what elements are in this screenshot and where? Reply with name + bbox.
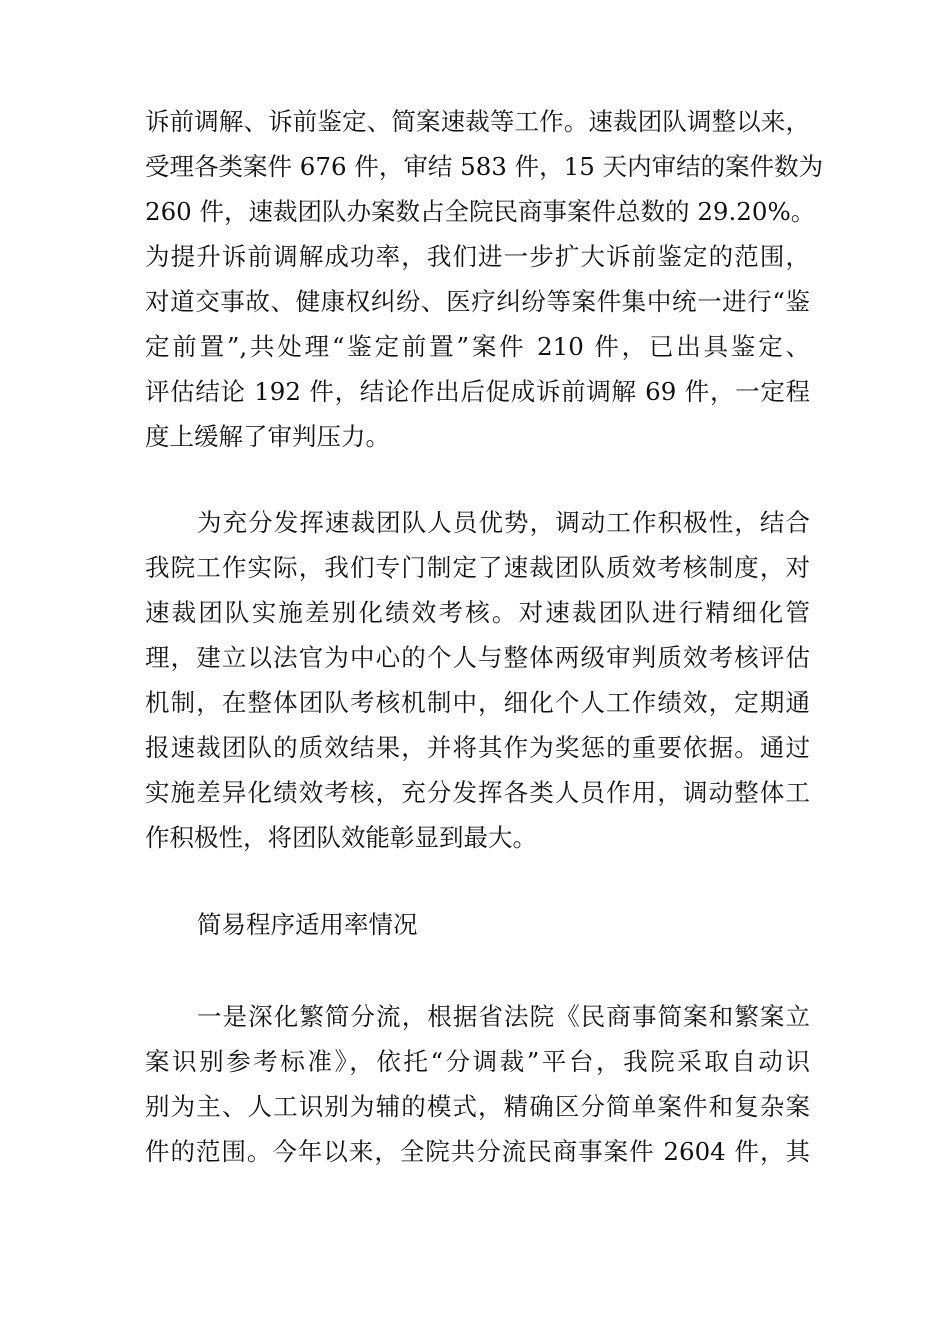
text-line: 为充分发挥速裁团队人员优势，调动工作积极性，结合: [197, 508, 810, 537]
text-line: 我院工作实际，我们专门制定了速裁团队质效考核制度，对: [145, 553, 810, 582]
text-line: 理，建立以法官为中心的个人与整体两级审判质效考核评估: [145, 643, 810, 672]
text-line: 受理各类案件 676 件，审结 583 件，15 天内审结的案件数为: [145, 152, 824, 181]
text-line: 对道交事故、健康权纠纷、医疗纠纷等案件集中统一进行“鉴: [145, 287, 810, 316]
text-line: 速裁团队实施差别化绩效考核。对速裁团队进行精细化管: [145, 598, 810, 627]
paragraph-speedy-trial-results: [145, 99, 824, 459]
paragraph-case-diversion: [145, 994, 810, 1174]
section-heading: 简易程序适用率情况: [197, 910, 418, 939]
text-line: 260 件，速裁团队办案数占全院民商事案件总数的 29.20%。: [145, 197, 816, 226]
text-line: 定前置”,共处理“鉴定前置”案件 210 件，已出具鉴定、: [145, 332, 810, 361]
text-line: 别为主、人工识别为辅的模式，精确区分简单案件和复杂案: [145, 1092, 810, 1121]
text-line: 报速裁团队的质效结果，并将其作为奖惩的重要依据。通过: [145, 733, 810, 762]
text-line: 作积极性，将团队效能彰显到最大。: [145, 823, 537, 852]
text-line: 为提升诉前调解成功率，我们进一步扩大诉前鉴定的范围，: [145, 242, 810, 271]
text-line: 实施差异化绩效考核，充分发挥各类人员作用，调动整体工: [145, 778, 810, 807]
text-line: 案识别参考标准》，依托“分调裁”平台，我院采取自动识: [145, 1047, 810, 1076]
text-line: 评估结论 192 件，结论作出后促成诉前调解 69 件，一定程: [145, 377, 810, 406]
text-line: 诉前调解、诉前鉴定、简案速裁等工作。速裁团队调整以来，: [145, 107, 810, 136]
text-line: 件的范围。今年以来，全院共分流民商事案件 2604 件，其: [145, 1137, 810, 1166]
text-line: 度上缓解了审判压力。: [145, 422, 390, 451]
text-line: 机制，在整体团队考核机制中，细化个人工作绩效，定期通: [145, 688, 810, 717]
text-line: 一是深化繁简分流，根据省法院《民商事简案和繁案立: [197, 1002, 810, 1031]
paragraph-performance-assessment: [145, 500, 810, 860]
